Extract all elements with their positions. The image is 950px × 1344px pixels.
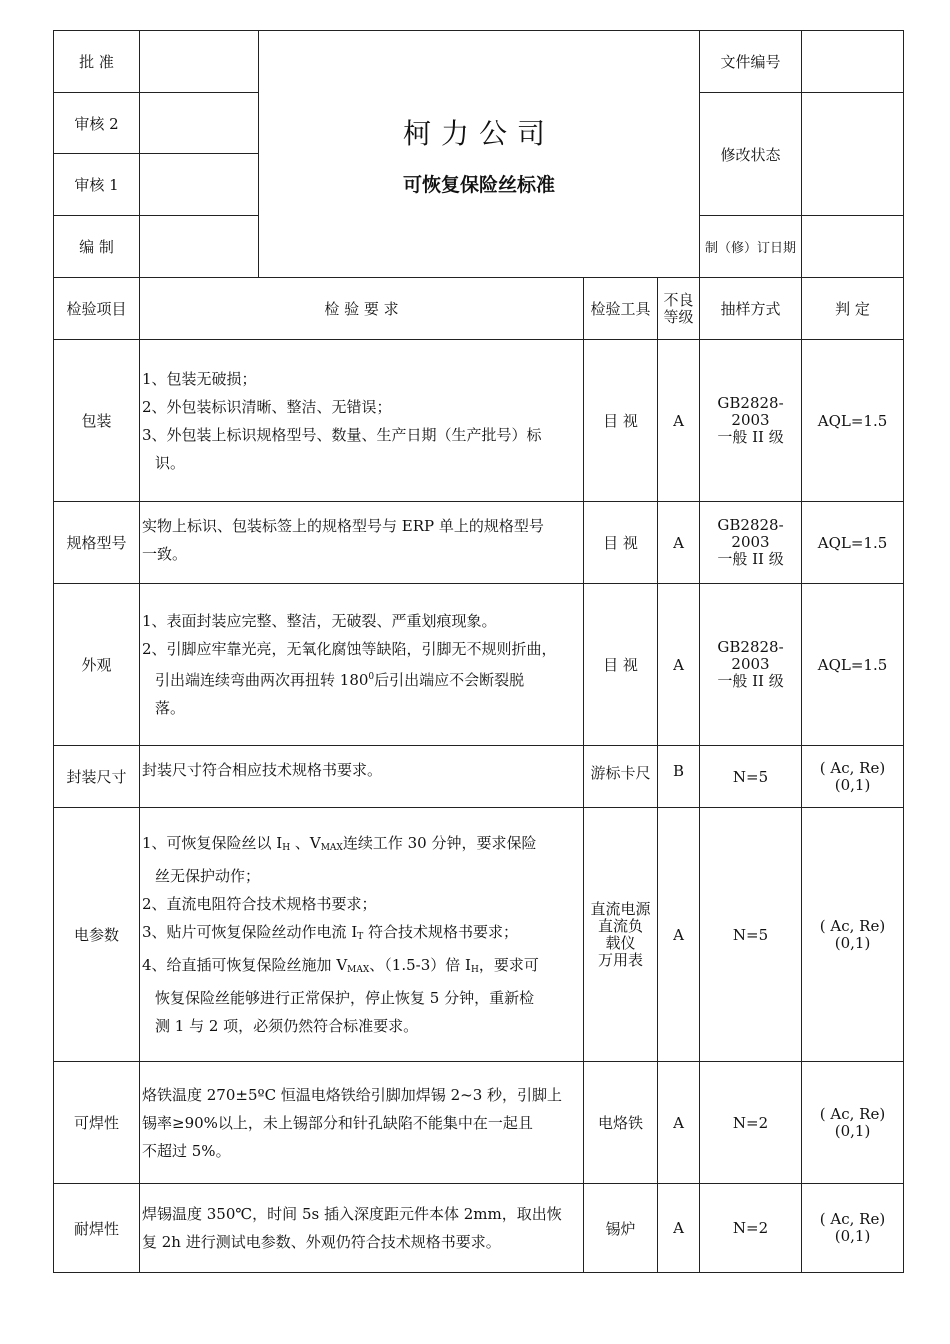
level-cell: A — [658, 502, 700, 584]
judge-cell — [802, 808, 904, 1062]
requirement-line: 不超过 5%。 — [142, 1141, 231, 1160]
requirement-line: 引出端连续弯曲两次再扭转 $180^0$后引出端应不会断裂脱 — [155, 671, 525, 689]
sampling-standard: GB2828-2003 — [717, 516, 784, 551]
col-judge: 判 定 — [802, 278, 904, 340]
doc-no-label: 文件编号 — [700, 31, 802, 93]
review2-field — [140, 93, 259, 154]
sampling-standard: GB2828-2003 — [717, 638, 784, 673]
item-cell: 可焊性 — [54, 1062, 140, 1184]
tool-line: 直流电源 — [590, 899, 651, 918]
sampling-cell — [700, 502, 802, 584]
judge-line: (0,1) — [834, 775, 871, 794]
item-cell: 规格型号 — [54, 502, 140, 584]
judge-cell — [802, 1062, 904, 1184]
tool-line: 载仪 — [605, 933, 636, 952]
sampling-cell: N=2 — [700, 1184, 802, 1273]
sampling-cell — [700, 340, 802, 502]
judge-cell: AQL=1.5 — [802, 502, 904, 584]
requirement-cell — [140, 746, 584, 808]
revision-field — [802, 93, 904, 216]
judge-line: ( Ac, Re) — [819, 1104, 886, 1123]
requirement-cell — [140, 808, 584, 1062]
requirement-line: 2、直流电阻符合技术规格书要求； — [142, 895, 377, 913]
sampling-cell: N=2 — [700, 1062, 802, 1184]
requirement-cell — [140, 340, 584, 502]
requirement-line: 复 2h 进行测试电参数、外观仍符合技术规格书要求。 — [142, 1233, 501, 1251]
requirement-line: 锡率≥90%以上，未上锡部分和针孔缺陷不能集中在一起且 — [142, 1113, 533, 1132]
requirement-line: 实物上标识、包装标签上的规格型号与 ERP 单上的规格型号 — [142, 517, 544, 535]
tool-cell: 目 视 — [584, 340, 658, 502]
table-row — [54, 584, 904, 746]
level-cell: A — [658, 1184, 700, 1273]
judge-line: (0,1) — [834, 1121, 871, 1140]
level-cell: A — [658, 808, 700, 1062]
compile-field — [140, 216, 259, 278]
approve-label: 批 准 — [54, 31, 140, 93]
judge-line: (0,1) — [834, 933, 871, 952]
tool-cell: 游标卡尺 — [584, 746, 658, 808]
tool-cell: 目 视 — [584, 502, 658, 584]
sampling-cell: N=5 — [700, 808, 802, 1062]
col-defect-level-line2: 等级 — [663, 307, 694, 326]
doc-no-field — [802, 31, 904, 93]
col-defect-level — [658, 278, 700, 340]
requirement-line: 4、给直插可恢复保险丝施加 $V_{MAX}$、（1.5-3）倍 $I_H$，要求可 — [142, 956, 539, 975]
requirement-line: 1、包装无破损； — [142, 369, 257, 388]
judge-cell: AQL=1.5 — [802, 340, 904, 502]
requirement-line: 识。 — [155, 453, 186, 472]
compile-label: 编 制 — [54, 216, 140, 278]
level-cell: A — [658, 340, 700, 502]
level-cell: A — [658, 1062, 700, 1184]
requirement-line: 2、外包装标识清晰、整洁、无错误； — [142, 397, 392, 416]
table-row — [54, 746, 904, 808]
company-name: 柯力公司 — [403, 116, 556, 150]
date-label: 制（修）订日期 — [700, 216, 802, 278]
review2-label: 审核 2 — [54, 93, 140, 154]
sampling-level: 一般 II 级 — [717, 428, 784, 446]
tool-cell: 锡炉 — [584, 1184, 658, 1273]
item-cell: 包装 — [54, 340, 140, 502]
requirement-cell — [140, 1184, 584, 1273]
judge-line: (0,1) — [834, 1227, 871, 1245]
requirement-line: 1、表面封装应完整、整洁，无破裂、严重划痕现象。 — [142, 612, 497, 630]
requirement-cell — [140, 502, 584, 584]
table-row — [54, 1184, 904, 1273]
sampling-cell — [700, 584, 802, 746]
col-defect-level-line1: 不良 — [663, 290, 694, 309]
requirement-line: 烙铁温度 270±5ºC 恒温电烙铁给引脚加焊锡 2~3 秒，引脚上 — [142, 1085, 563, 1104]
review1-field — [140, 154, 259, 216]
requirement-line: 落。 — [155, 699, 186, 717]
requirement-line: 一致。 — [142, 545, 188, 563]
tool-cell: 电烙铁 — [584, 1062, 658, 1184]
sampling-cell: N=5 — [700, 746, 802, 808]
tool-cell — [584, 808, 658, 1062]
title-block — [259, 31, 700, 278]
col-tool: 检验工具 — [584, 278, 658, 340]
tool-line: 直流负 — [597, 916, 643, 935]
item-cell: 电参数 — [54, 808, 140, 1062]
level-cell: B — [658, 746, 700, 808]
document-title: 可恢复保险丝标准 — [403, 173, 556, 196]
requirement-line: 1、可恢复保险丝以 $I_H$ 、$V_{MAX}$连续工作 30 分钟，要求保险 — [142, 834, 537, 853]
requirement-cell — [140, 584, 584, 746]
table-row — [54, 1062, 904, 1184]
date-field — [802, 216, 904, 278]
sampling-standard: GB2828-2003 — [717, 394, 784, 429]
approve-field — [140, 31, 259, 93]
requirement-line: 恢复保险丝能够进行正常保护，停止恢复 5 分钟，重新检 — [155, 989, 535, 1007]
judge-cell — [802, 746, 904, 808]
col-item: 检验项目 — [54, 278, 140, 340]
judge-line: ( Ac, Re) — [819, 1210, 886, 1228]
col-requirement: 检 验 要 求 — [140, 278, 584, 340]
requirement-line: 3、外包装上标识规格型号、数量、生产日期（生产批号）标 — [142, 425, 542, 444]
level-cell: A — [658, 584, 700, 746]
requirement-line: 封装尺寸符合相应技术规格书要求。 — [142, 761, 383, 779]
judge-cell — [802, 1184, 904, 1273]
requirement-line: 测 1 与 2 项，必须仍然符合标准要求。 — [155, 1017, 419, 1035]
inspection-standard-table — [53, 30, 904, 1273]
review1-label: 审核 1 — [54, 154, 140, 216]
table-row — [54, 808, 904, 1062]
col-sampling: 抽样方式 — [700, 278, 802, 340]
item-cell: 外观 — [54, 584, 140, 746]
revision-label: 修改状态 — [700, 93, 802, 216]
judge-cell: AQL=1.5 — [802, 584, 904, 746]
requirement-line: 焊锡温度 350℃，时间 5s 插入深度距元件本体 2mm，取出恢 — [142, 1205, 562, 1223]
item-cell: 耐焊性 — [54, 1184, 140, 1273]
requirement-line: 丝无保护动作； — [155, 867, 261, 885]
tool-cell: 目 视 — [584, 584, 658, 746]
judge-line: ( Ac, Re) — [819, 758, 886, 777]
tool-line: 万用表 — [597, 950, 643, 969]
sampling-level: 一般 II 级 — [717, 672, 784, 690]
table-row — [54, 340, 904, 502]
sampling-level: 一般 II 级 — [717, 550, 784, 568]
judge-line: ( Ac, Re) — [819, 916, 886, 935]
requirement-cell — [140, 1062, 584, 1184]
requirement-line: 3、贴片可恢复保险丝动作电流 $I_T$ 符合技术规格书要求； — [142, 923, 519, 942]
item-cell: 封装尺寸 — [54, 746, 140, 808]
requirement-line: 2、引脚应牢靠光亮，无氧化腐蚀等缺陷，引脚无不规则折曲， — [142, 640, 557, 658]
table-row — [54, 502, 904, 584]
